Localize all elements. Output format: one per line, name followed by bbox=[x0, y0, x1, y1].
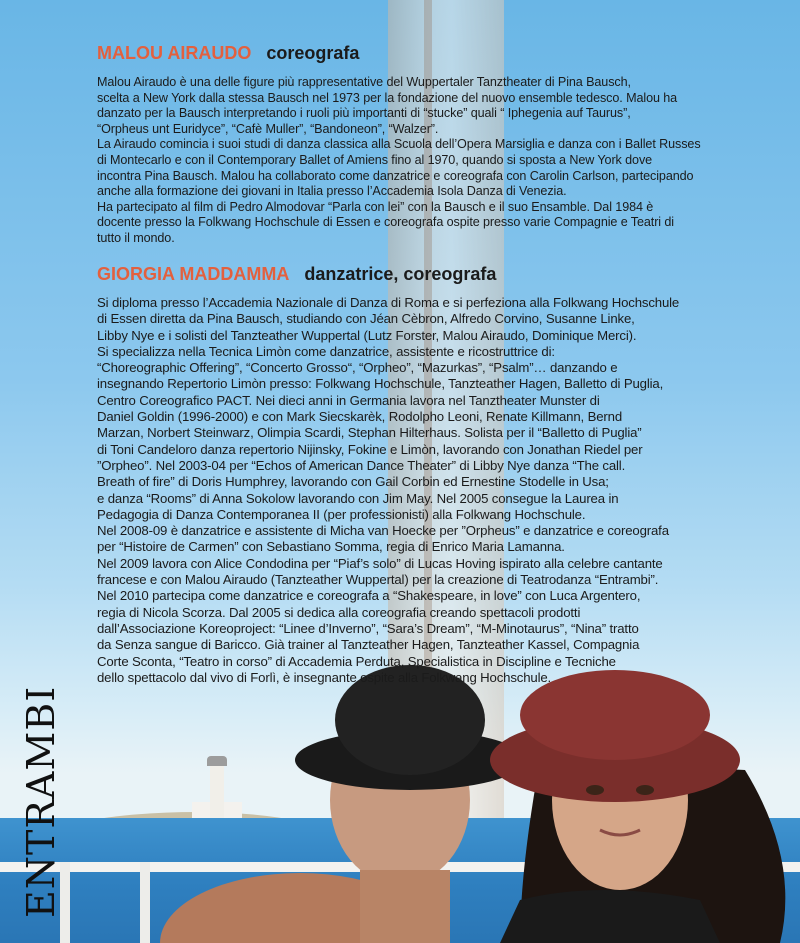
right-woman-eye bbox=[586, 785, 604, 795]
bio-line: docente presso la Folkwang Hochschule di Essen e coreografa ospite presso varie Compagnie e Teatri di bbox=[97, 215, 675, 230]
bio-line: regia di Nicola Scorza. Dal 2005 si dedica alla coreografia creando spettacoli prodotti bbox=[97, 604, 581, 620]
section2-role: danzatrice, coreografa bbox=[304, 264, 497, 284]
bio-line: ”Orpheo”. Nel 2003-04 per “Echos of American Dance Theater” di Libby Nye danza “The call. bbox=[97, 457, 626, 473]
bio-line: e danza “Rooms” di Anna Sokolow lavorando con Jim May. Nel 2005 consegue la Laurea in bbox=[97, 490, 619, 506]
bio-line: Pedagogia di Danza Contemporanea II (per professionisti) alla Folkwang Hochschule. bbox=[97, 506, 586, 522]
section2-heading bbox=[97, 264, 496, 285]
section1-name: MALOU AIRAUDO bbox=[97, 43, 252, 63]
bio-line: francese e con Malou Airaudo (Tanzteather Wuppertal) per la creazione di Teatrodanza “Entrambi”. bbox=[97, 572, 659, 588]
bio-line: da Senza sangue di Baricco. Già trainer al Tanzteather Hagen, Tanzteather Kassel, Compagnia bbox=[97, 637, 640, 653]
bio-line: Si specializza nella Tecnica Limòn come danzatrice, assistente e ricostruttrice di: bbox=[97, 343, 555, 359]
bio-line: Daniel Goldin (1996-2000) e con Mark Siecskarèk, Rodolpho Leoni, Renate Killmann, Bernd bbox=[97, 409, 623, 425]
bio-line: tutto il mondo. bbox=[97, 230, 175, 245]
bio-line: danzato per la Bausch interpretando i ruoli più importanti di “stucke” quali “ Iphegenia auf Taurus”, bbox=[97, 106, 631, 121]
section1-heading bbox=[97, 43, 359, 64]
bio-line: Corte Sconta, “Teatro in corso” di Accademia Perduta, Specialistica in Discipline e Tecniche bbox=[97, 653, 616, 669]
bio-line: “Orpheus unt Euridyce”, “Cafè Muller”, “Bandoneon”, “Walzer”. bbox=[97, 121, 439, 136]
bio-line: “Choreographic Offering”, “Concerto Grosso“, “Orpheo”, “Mazurkas”, “Psalm”… danzando e bbox=[97, 360, 618, 376]
bio-line: La Airaudo comincia i suoi studi di danza classica alla Scuola dell’Opera Marsiglia e danza con i Ballet Russes bbox=[97, 137, 701, 152]
bio-line: scelta a New York dalla stessa Bausch nel 1973 per la fondazione del nuovo ensemble tedesco. Malou ha bbox=[97, 90, 678, 105]
svg-text:ENTRAMBI: ENTRAMBI bbox=[19, 685, 63, 918]
bio-line: anche alla formazione dei giovani in Italia presso l’Accademia Isola Danza di Venezia. bbox=[97, 184, 567, 199]
bio-line: Marzan, Norbert Steinwarz, Olimpia Scardi, Stephan Hilterhaus. Solista per il “Balletto di Puglia” bbox=[97, 425, 642, 441]
right-woman-top bbox=[500, 890, 720, 943]
bio-line: per “Histoire de Carmen” con Sebastiano Somma, regia di Enrico Maria Lamanna. bbox=[97, 539, 565, 555]
section1-bio bbox=[97, 75, 792, 247]
bio-line: Nel 2009 lavora con Alice Condodina per “Piaf’s solo” di Lucas Hoving ispirato alla celebre cantante bbox=[97, 555, 663, 571]
bio-line: incontra Pina Bausch. Malou ha collaborato come danzatrice e coreografa con Carolin Carlson, partecipando bbox=[97, 168, 694, 183]
bio-line: di Montecarlo e con il Contemporary Ballet of Amiens fino al 1970, quando si sposta a New York dove bbox=[97, 152, 653, 167]
bio-line: Breath of fire” di Doris Humphrey, lavorando con Gail Corbin ed Ernestine Stodelle in Usa; bbox=[97, 474, 609, 490]
section2-bio bbox=[97, 295, 797, 686]
bio-line: di Toni Candeloro danza repertorio Nijinsky, Fokine e Limòn, lavorando con Jonathan Riedel per bbox=[97, 441, 643, 457]
bio-line: Si diploma presso l’Accademia Nazionale di Danza di Roma e si perfeziona alla Folkwang Hochschule bbox=[97, 295, 680, 310]
bio-line: insegnando Repertorio Limòn presso: Folkwang Hochschule, Tanzteather Hagen, Balletto di Puglia, bbox=[97, 376, 664, 392]
bio-line: dall’Associazione Koreoproject: “Linee d’Inverno”, “Sara’s Dream”, “M-Minotaurus”, “Nina” tratto bbox=[97, 620, 639, 636]
bio-line: Libby Nye e i solisti del Tanzteather Wuppertal (Lutz Forster, Malou Airaudo, Dominique Merci). bbox=[97, 327, 637, 343]
bio-line: Ha partecipato al film di Pedro Almodovar “Parla con lei” con la Bausch e il suo Ensamble. Dal 1984 è bbox=[97, 199, 654, 214]
right-woman-eye bbox=[636, 785, 654, 795]
bio-line: Malou Airaudo è una delle figure più rappresentative del Wuppertaler Tanztheater di Pina Bausch, bbox=[97, 75, 631, 89]
section1-role: coreografa bbox=[266, 43, 360, 63]
bio-line: di Essen diretta da Pina Bausch, studiando con Jéan Cèbron, Alfredo Corvino, Susanne Linke, bbox=[97, 311, 635, 327]
bio-line: Nel 2008-09 è danzatrice e assistente di Micha van Hoecke per ”Orpheus” e danzatrice e coreografa bbox=[97, 523, 669, 539]
bio-line: Nel 2010 partecipa come danzatrice e coreografa a “Shakespeare, in love” con Luca Argentero, bbox=[97, 588, 641, 604]
left-woman-neck bbox=[360, 870, 450, 943]
section2-name: GIORGIA MADDAMMA bbox=[97, 264, 290, 284]
bio-line: Centro Coreografico PACT. Nei dieci anni in Germania lavora nel Tanztheater Munster di bbox=[97, 392, 600, 408]
bio-line: dello spettacolo dal vivo di Forlì, è insegnante ospite alla Folkwang Hochschule. bbox=[97, 669, 552, 685]
entrambi-logo bbox=[16, 650, 66, 920]
